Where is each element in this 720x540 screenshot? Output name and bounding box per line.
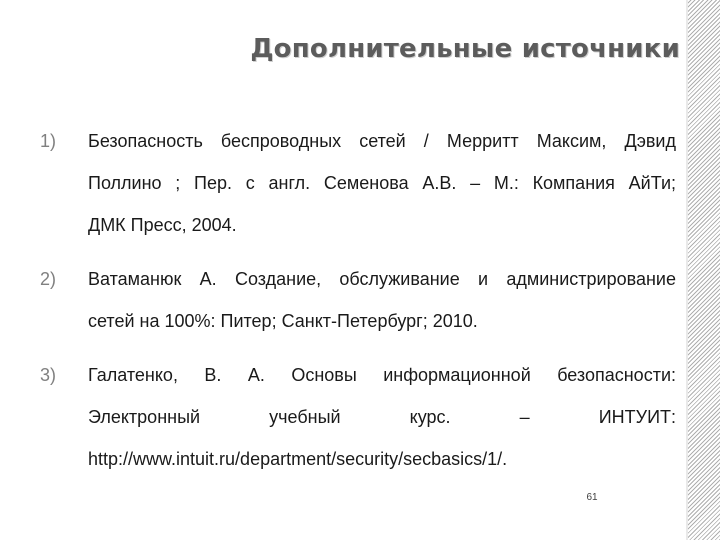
reference-list [40,120,676,492]
page-number: 61 [586,492,598,503]
reference-line: ДМК Пресс, 2004. [88,215,237,235]
reference-number: 1) [40,131,57,151]
reference-line: Безопасность беспроводных сетей / Мерритт Максим, Дэвид [88,131,676,151]
reference-item-2 [40,258,676,342]
reference-line: Электронный учебный курс. – ИНТУИТ: [88,407,676,427]
slide-title: Дополнительные источники [250,34,680,64]
reference-line: Ватаманюк А. Создание, обслуживание и администрирование [88,269,676,289]
reference-number: 2) [40,269,57,289]
reference-link[interactable]: http://www.intuit.ru/department/security/secbasics/1/. [88,449,508,469]
reference-line: сетей на 100%: Питер; Санкт-Петербург; 2010. [88,311,478,331]
reference-line: Галатенко, В. А. Основы информационной безопасности: [88,365,676,385]
reference-line: Поллино ; Пер. с англ. Семенова А.В. – М.: Компания АйТи; [88,173,676,193]
reference-text [88,258,676,342]
reference-number: 3) [40,365,57,385]
decorative-side-band [686,0,720,540]
reference-text [88,120,676,246]
reference-text [88,354,676,480]
reference-item-1 [40,120,676,246]
reference-item-3 [40,354,676,480]
